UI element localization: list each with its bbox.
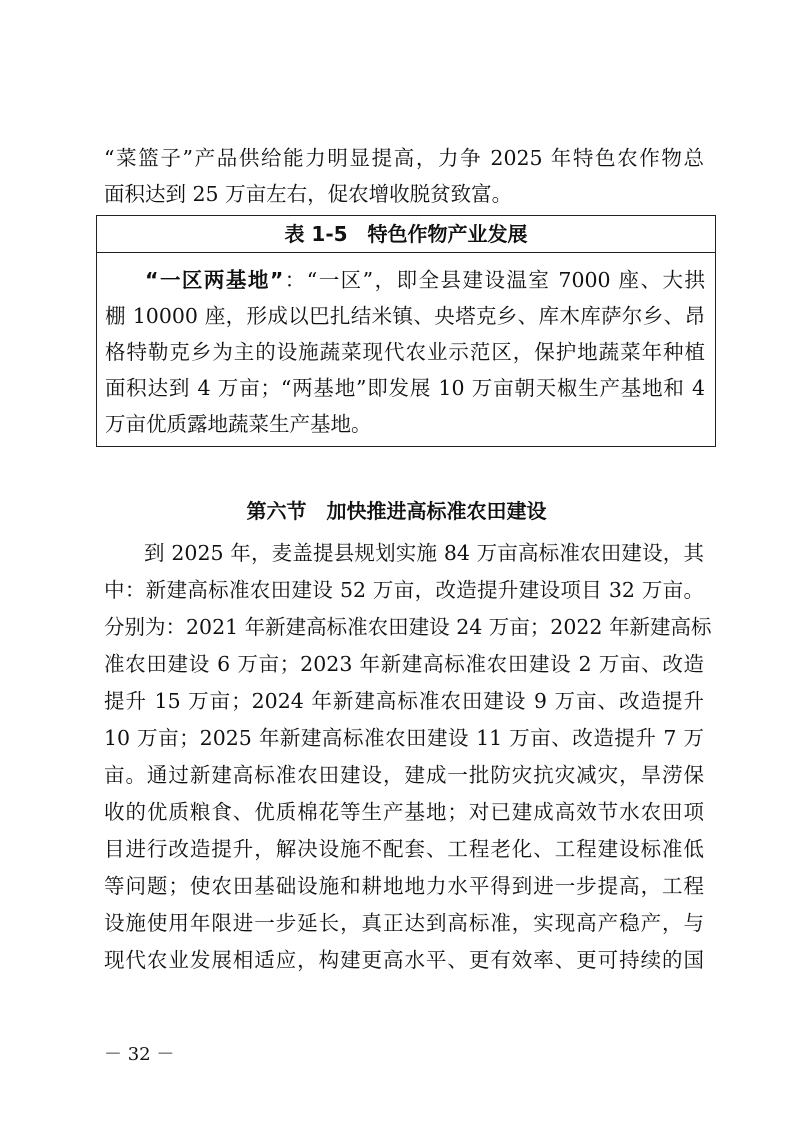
body-line-2: 中：新建高标准农田建设 52 万亩，改造提升建设项目 32 万亩。 [104,578,704,602]
intro-line-1: “菜篮子”产品供给能力明显提高，力争 2025 年特色农作物总 [104,146,704,170]
body-line-10: 等问题；使农田基础设施和耕地地力水平得到进一步提高，工程 [104,874,704,898]
body-line-9: 目进行改造提升，解决设施不配套、工程老化、工程建设标准低 [104,837,704,861]
body-line-12: 现代农业发展相适应，构建更高水平、更有效率、更可持续的国 [104,948,704,972]
table-title: 表 1-5 特色作物产业发展 [284,222,528,246]
body-line-6: 10 万亩；2025 年新建高标准农田建设 11 万亩、改造提升 7 万 [104,726,704,750]
body-line-1: 到 2025 年，麦盖提县规划实施 84 万亩高标准农田建设，其 [144,541,704,565]
body-line-3: 分别为：2021 年新建高标准农田建设 24 万亩；2022 年新建高标 [104,615,712,639]
table-line-2: 棚 10000 座，形成以巴扎结米镇、央塔克乡、库木库萨尔乡、昂 [105,304,705,328]
feature-crops-table [96,215,716,447]
table-line-5: 万亩优质露地蔬菜生产基地。 [105,412,372,436]
body-line-4: 准农田建设 6 万亩；2023 年新建高标准农田建设 2 万亩、改造 [104,652,704,676]
body-line-11: 设施使用年限进一步延长，真正达到高标准，实现高产稳产，与 [104,911,704,935]
table-line-1-rest: ：“一区”，即全县建设温室 7000 座、大拱 [283,268,705,292]
page-number: － 32 － [104,1044,175,1065]
table-divider [97,252,715,253]
section-heading: 第六节 加快推进高标准农田建设 [246,499,547,523]
intro-line-2: 面积达到 25 万亩左右，促农增收脱贫致富。 [104,182,513,206]
table-line-4: 面积达到 4 万亩；“两基地”即发展 10 万亩朝天椒生产基地和 4 [105,376,705,400]
body-line-5: 提升 15 万亩；2024 年新建高标准农田建设 9 万亩、改造提升 [104,689,704,713]
table-line-3: 格特勒克乡为主的设施蔬菜现代农业示范区，保护地蔬菜年种植 [105,340,705,364]
table-lead-term: “一区两基地” [145,268,284,292]
body-line-7: 亩。通过新建高标准农田建设，建成一批防灾抗灾减灾，旱涝保 [104,763,704,787]
table-line-1 [145,262,705,298]
body-line-8: 收的优质粮食、优质棉花等生产基地；对已建成高效节水农田项 [104,800,704,824]
